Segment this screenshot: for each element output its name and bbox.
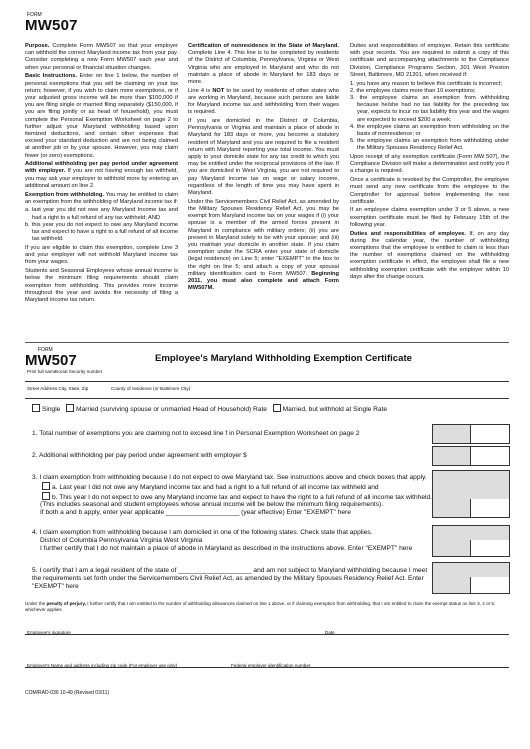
students-text: Students and Seasonal Employees whose annual income is below the minimum filing requirements should claim exemption from withholding. This provides more income throughout the year and avoids the necessity of filing a Maryland income tax return. <box>25 268 178 303</box>
cert-heading: Certification of nonresidence in the State of Maryland. <box>188 43 339 49</box>
revoked-text: Once a certificate is revoked by the Comptroller, the employee must send any new certificate from the employee to the Comptroller for approval before implementing the new certificate. <box>350 177 509 205</box>
signature-label: Employee's signature <box>27 630 71 635</box>
instructions-column-1 <box>25 43 178 306</box>
line-3b-checkbox[interactable] <box>42 492 50 500</box>
date-label: Date <box>325 630 335 635</box>
single-label: Single <box>42 406 61 413</box>
form-footer: COM/RAD-036 10-49 (Revised 03/11) <box>25 690 110 696</box>
line-3-text: 3. I claim exemption from withholding because I do not expect to owe Maryland tax. See instructions above and check boxes that apply. <box>32 474 427 481</box>
form-number: MW507 <box>25 17 78 34</box>
certificate-form-number: MW507 <box>25 352 77 369</box>
additional-text: If you are not having enough tax withheld, you may ask your employer to withhold more by entering an additional amount on line 2. <box>25 168 178 189</box>
duties2-heading: Duties and responsibilities of employee. <box>350 230 466 237</box>
line-2-box[interactable] <box>432 446 510 466</box>
line-1-box[interactable] <box>432 424 510 444</box>
purpose-heading: Purpose. <box>25 43 50 49</box>
military-text: Under the Servicemembers Civil Relief Act, as amended by the Military Spouses Residency Relief Act, you may be exempt from Maryland income tax on your wages if (i) your spouse is a member of the armed forces present in Maryland in compliance with military orders; (ii) you are present in Maryland solely to be with your spouse; and (iii) you maintain your domicile in another state. If you claim exemption under the SCRA enter your state of domicile (legal residence) on Line 5; enter "EXEMPT" in the box to the right on line 5; and attach a copy of your spousal military identification card to Form MW507. <box>188 198 339 277</box>
certificate-title: Employee's Maryland Withholding Exemption Certificate <box>155 353 413 364</box>
county-label: County of residence (or Baltimore City) <box>111 386 191 391</box>
address-field[interactable] <box>25 385 509 399</box>
perjury-pre: Under the <box>25 601 46 606</box>
form-label: FORM <box>27 12 42 18</box>
duties-intro: Duties and responsibilities of employer. Retain this certificate with your records. You are required to submit a copy of this certificate and accompanying attachments to the Compliance Division, Compliance Programs Section, 301 West Preston Street, Baltimore, MD 21201, when received if: <box>350 43 509 78</box>
upon-receipt-text: Upon receipt of any exemption certificate (Form MW 507), the Compliance Division will make a determination and notify you if a change is required. <box>350 154 509 175</box>
line-3c-text: (This includes seasonal and student employees whose annual income will be below the minimum filing requirements). <box>40 501 384 509</box>
eligible-text: If you are eligible to claim this exemption, complete Line 3 and your employer will not withhold Maryland income tax from your wages. <box>25 244 178 266</box>
line4-not-post: to be used by residents of other states who are working in Maryland, because such persons are liable for Maryland income tax and withholding from their wages is required. <box>188 87 339 116</box>
basic-text: Enter on line 1 below, the number of personal exemptions that you will be claiming on your tax return; however, if you wish to claim more exemptions, or if your adjusted gross income will be more than $100,000 if you are filing single or married filing separately ($150,000, if you are filing jointly or as head of household), you must complete the Personal Exemption Worksheet on page 2 to further adjust your Maryland withholding based upon itemized deductions, and certain other expenses that exceed your standard deduction and are not being claimed at another job or by your spouse. However, you may claim fewer (or zero) exemptions. <box>25 73 178 159</box>
employer-field[interactable] <box>25 651 509 668</box>
line-3a-checkbox[interactable] <box>42 482 50 490</box>
certificate-form-label: FORM <box>38 347 53 353</box>
line-2 <box>32 452 432 460</box>
married-checkbox[interactable] <box>66 404 74 412</box>
duties-item-1: 1. you have any reason to believe this certificate is incorrect; <box>350 80 503 87</box>
dc-text: If you are domiciled in the District of Columbia, Pennsylvania or Virginia and maintain a place of abode in Maryland for 183 days or more, you become a statutory resident of Maryland and you are required to file a resident return with Maryland reporting your total income. You must apply to your domicile state for any tax credit to which you may be entitled under the reciprocal provisions of the law. If you are domiciled in West Virginia, you are not required to pay Maryland income tax on wage or salary income, regardless of the length of time you may have spent in Maryland. <box>188 118 339 197</box>
line-3a-text: a. Last year I did not owe any Maryland income tax and had a right to a full refund of all income tax withheld and <box>52 483 379 491</box>
ssn-label: Social Security number <box>55 369 103 374</box>
duties-item-2: 2. the employee claims more than 10 exemptions; <box>350 87 476 94</box>
duties2-text: If, on any day during the calendar year, the number of withholding exemptions that the employee is entitled to claim is less than the number of exemptions claimed on the withholding exemption certificate in effect, the employee shall file a new withholding exemption certificate with the employer within 10 days after the change occurs. <box>350 230 509 280</box>
line-4-box[interactable] <box>432 525 510 557</box>
line-4-text: 4. I claim exemption from withholding because I am domiciled in one of the following states. Check state that applies. <box>32 529 373 536</box>
line-3d-text: If both a and b apply, enter year applicable ____________________ (year effective) Enter "EXEMPT" here <box>40 509 351 517</box>
exemption-text: You may be entitled to claim an exemption from the withholding of Maryland income tax if: <box>25 191 179 205</box>
line-1 <box>32 430 432 438</box>
name-ssn-field[interactable] <box>25 368 509 382</box>
single-checkbox[interactable] <box>32 404 40 412</box>
instructions-column-3 <box>350 43 509 283</box>
married-single-rate-checkbox[interactable] <box>273 404 281 412</box>
employer-label: Employer's Name and address including zip code (For employer use only) <box>27 663 178 668</box>
line-4-states[interactable]: District of Columbia Pennsylvania Virginia West Virginia <box>40 536 203 544</box>
line4-not-bold: NOT <box>212 87 225 94</box>
cert-text: Complete Line 4. This line is to be completed by residents of the District of Columbia, Pennsylvania, Virginia or West Virginia who are employed in Maryland and who do not maintain a place of abode in Maryland for 183 days or more. <box>188 50 339 86</box>
line-4-certify: I further certify that I do not maintain a place of abode in Maryland as described in the instructions above. Enter "EXEMPT" here <box>40 544 413 552</box>
duties-item-5: 5. the employee claims an exemption from withholding under the Military Spouses Residency Relief Act. <box>350 138 509 152</box>
line-3-box[interactable] <box>432 470 510 518</box>
line-3b-text: b. This year I do not expect to owe any Maryland income tax and expect to have the right to a full refund of all income tax withheld. <box>52 493 432 501</box>
cut-line <box>25 342 509 343</box>
exemption-item-b: b. this year you do not expect to owe any Maryland income tax and expect to have a right to a full refund of all income tax withheld. <box>25 221 178 243</box>
signature-field[interactable] <box>25 618 509 635</box>
line-5 <box>32 567 432 590</box>
line-4 <box>32 529 432 552</box>
basic-heading: Basic Instructions. <box>25 73 77 80</box>
filing-status <box>30 404 387 413</box>
line-2-text: 2. Additional withholding per pay period under agreement with employer <box>32 452 242 459</box>
line-5-box[interactable] <box>432 562 510 594</box>
instructions-column-2 <box>188 43 339 294</box>
purpose-text: Complete Form MW507 so that your employer can withhold the correct Maryland income tax from your pay. Consider completing a new Form MW507 each year and when your personal or financial situation changes. <box>25 43 178 71</box>
instructions <box>25 43 509 333</box>
perjury-post: I further certify that I am entitled to the number of withholding allowances claimed on line 1 above, or if claiming exemption from withholding, that I am entitled to claim the exempt status on line 3, 4 or 5, whichever applies. <box>25 601 496 612</box>
military-bold: Beginning 2011, you must also complete and attach Form MW507M. <box>188 270 339 292</box>
exemption-heading: Exemption from withholding. <box>25 191 104 198</box>
married-label: Married (surviving spouse or unmarried Head of Household) Rate <box>76 406 267 413</box>
line-3 <box>32 474 432 517</box>
duties-item-4: 4. the employee claims an exemption from withholding on the basis of nonresidence; or <box>350 123 509 137</box>
print-name-label: Print full name <box>27 369 57 374</box>
duties-item-3: 3. the employee claims an exemption from withholding because he/she had no tax liability for the preceding tax year, expects to incur no tax liability this year and the wages are expected to exceed $200 a week; <box>350 94 509 123</box>
address-label: Street Address City, State, Zip <box>27 386 89 391</box>
perjury-statement <box>25 601 509 613</box>
line-1-text: 1. Total number of exemptions you are claiming not to exceed line f in Personal Exemption Worksheet on page 2 <box>32 430 360 437</box>
exemption-item-a: a. last year you did not owe any Maryland Income tax and had a right to a full refund of any tax withheld; AND <box>25 207 178 221</box>
line4-not-pre: Line 4 is <box>188 87 211 94</box>
line-2-dollar: $ <box>243 452 247 459</box>
under3-text: If an employee claims exemption under 3 or 5 above, a new exemption certificate must be filed by February 15th of the following year. <box>350 207 509 228</box>
line-5-text: 5. I certify that I am a legal resident of the state of ____________________ and am not subject to Maryland withholding because I meet the requirements set forth under the Servicemembers Civil Relief Act, as amended by the Military Spouses Residency Relief Act. Enter "EXEMPT" here <box>32 567 428 590</box>
married-single-rate-label: Married, but withhold at Single Rate <box>282 406 388 413</box>
fein-label: Federal employer identification number <box>231 663 311 668</box>
additional-heading: Additional withholding per pay period under agreement with employer. <box>25 161 178 175</box>
perjury-bold: penalty of perjury, <box>46 601 86 606</box>
